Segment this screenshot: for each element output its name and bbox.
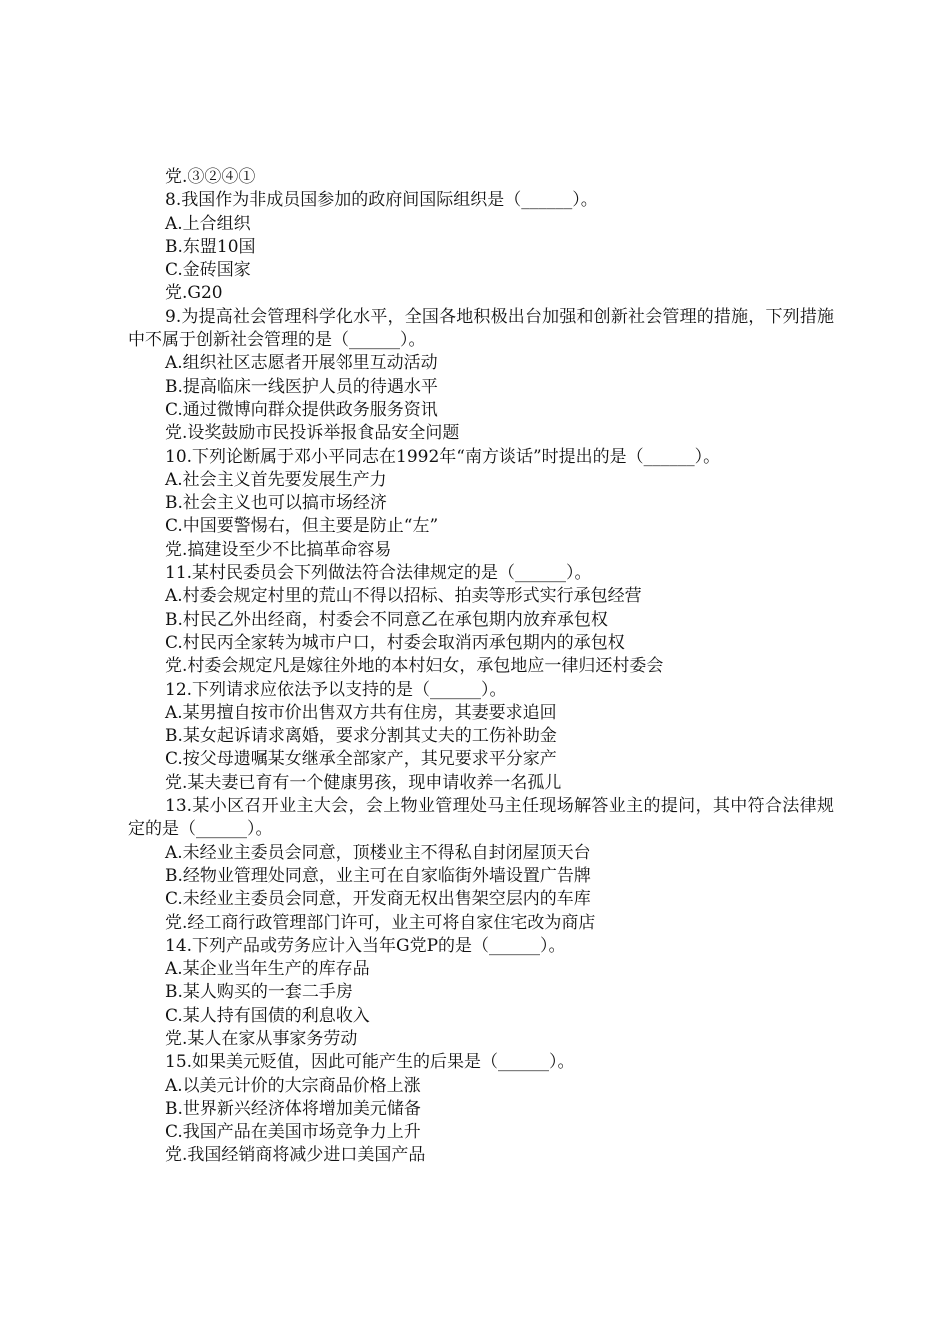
answer-option: B.东盟10国 [165, 236, 256, 257]
answer-option: B.经物业管理处同意，业主可在自家临街外墙设置广告牌 [165, 865, 591, 886]
answer-option: C.我国产品在美国市场竞争力上升 [165, 1122, 421, 1143]
question-stem: 15.如果美元贬值，因此可能产生的后果是（______）。 [165, 1052, 575, 1073]
answer-option: A.村委会规定村里的荒山不得以招标、拍卖等形式实行承包经营 [165, 586, 642, 607]
answer-option: 党.我国经销商将减少进口美国产品 [165, 1145, 426, 1166]
answer-option: C.通过微博向群众提供政务服务资讯 [165, 399, 438, 420]
answer-option: C.中国要警惕右，但主要是防止“左” [165, 516, 439, 537]
answer-option: A.以美元计价的大宗商品价格上涨 [165, 1075, 421, 1096]
question-stem: 8.我国作为非成员国参加的政府间国际组织是（______）。 [165, 190, 598, 211]
answer-option: A.未经业主委员会同意，顶楼业主不得私自封闭屋顶天台 [165, 842, 591, 863]
answer-option: 党.经工商行政管理部门许可，业主可将自家住宅改为商店 [165, 912, 596, 933]
answer-option: 党.设奖鼓励市民投诉举报食品安全问题 [165, 423, 460, 444]
question-list [128, 166, 834, 1168]
question-stem: 13.某小区召开业主大会，会上物业管理处马主任现场解答业主的提问，其中符合法律规定的是（______）。 [128, 796, 834, 840]
answer-option: C.未经业主委员会同意，开发商无权出售架空层内的车库 [165, 889, 591, 910]
answer-option: B.某女起诉请求离婚，要求分割其丈夫的工伤补助金 [165, 726, 557, 747]
answer-option: A.组织社区志愿者开展邻里互动活动 [165, 353, 438, 374]
answer-option: A.社会主义首先要发展生产力 [165, 469, 387, 490]
question-stem: 10.下列论断属于邓小平同志在1992年“南方谈话”时提出的是（______）。 [165, 446, 721, 467]
answer-option: B.某人购买的一套二手房 [165, 982, 353, 1003]
answer-option: C.村民丙全家转为城市户口，村委会取消丙承包期内的承包权 [165, 632, 625, 653]
answer-option: 党.G20 [165, 283, 223, 304]
answer-option: A.上合组织 [165, 213, 251, 234]
answer-option: 党.某夫妻已育有一个健康男孩，现申请收养一名孤儿 [165, 772, 562, 793]
answer-option: 党.搞建设至少不比搞革命容易 [165, 539, 392, 560]
answer-option: B.世界新兴经济体将增加美元储备 [165, 1098, 421, 1119]
answer-option: C.金砖国家 [165, 260, 251, 281]
question-stem: 12.下列请求应依法予以支持的是（______）。 [165, 679, 507, 700]
answer-option: A.某企业当年生产的库存品 [165, 959, 370, 980]
question-stem: 11.某村民委员会下列做法符合法律规定的是（______）。 [165, 563, 592, 584]
answer-option: 党.某人在家从事家务劳动 [165, 1028, 358, 1049]
answer-option: C.某人持有国债的利息收入 [165, 1005, 370, 1026]
answer-option: B.村民乙外出经商，村委会不同意乙在承包期内放弃承包权 [165, 609, 608, 630]
question-stem: 14.下列产品或劳务应计入当年G党P的是（______）。 [165, 935, 566, 956]
answer-option: C.按父母遗嘱某女继承全部家产，其兄要求平分家产 [165, 749, 557, 770]
answer-option: A.某男擅自按市价出售双方共有住房，其妻要求追回 [165, 702, 557, 723]
answer-option: B.提高临床一线医护人员的待遇水平 [165, 376, 438, 397]
answer-option: 党.③②④① [165, 167, 256, 187]
answer-option: 党.村委会规定凡是嫁往外地的本村妇女，承包地应一律归还村委会 [165, 656, 664, 677]
answer-option: B.社会主义也可以搞市场经济 [165, 493, 387, 514]
question-stem: 9.为提高社会管理科学化水平，全国各地积极出台加强和创新社会管理的措施，下列措施中不属于创新社会管理的是（______）。 [128, 306, 834, 351]
